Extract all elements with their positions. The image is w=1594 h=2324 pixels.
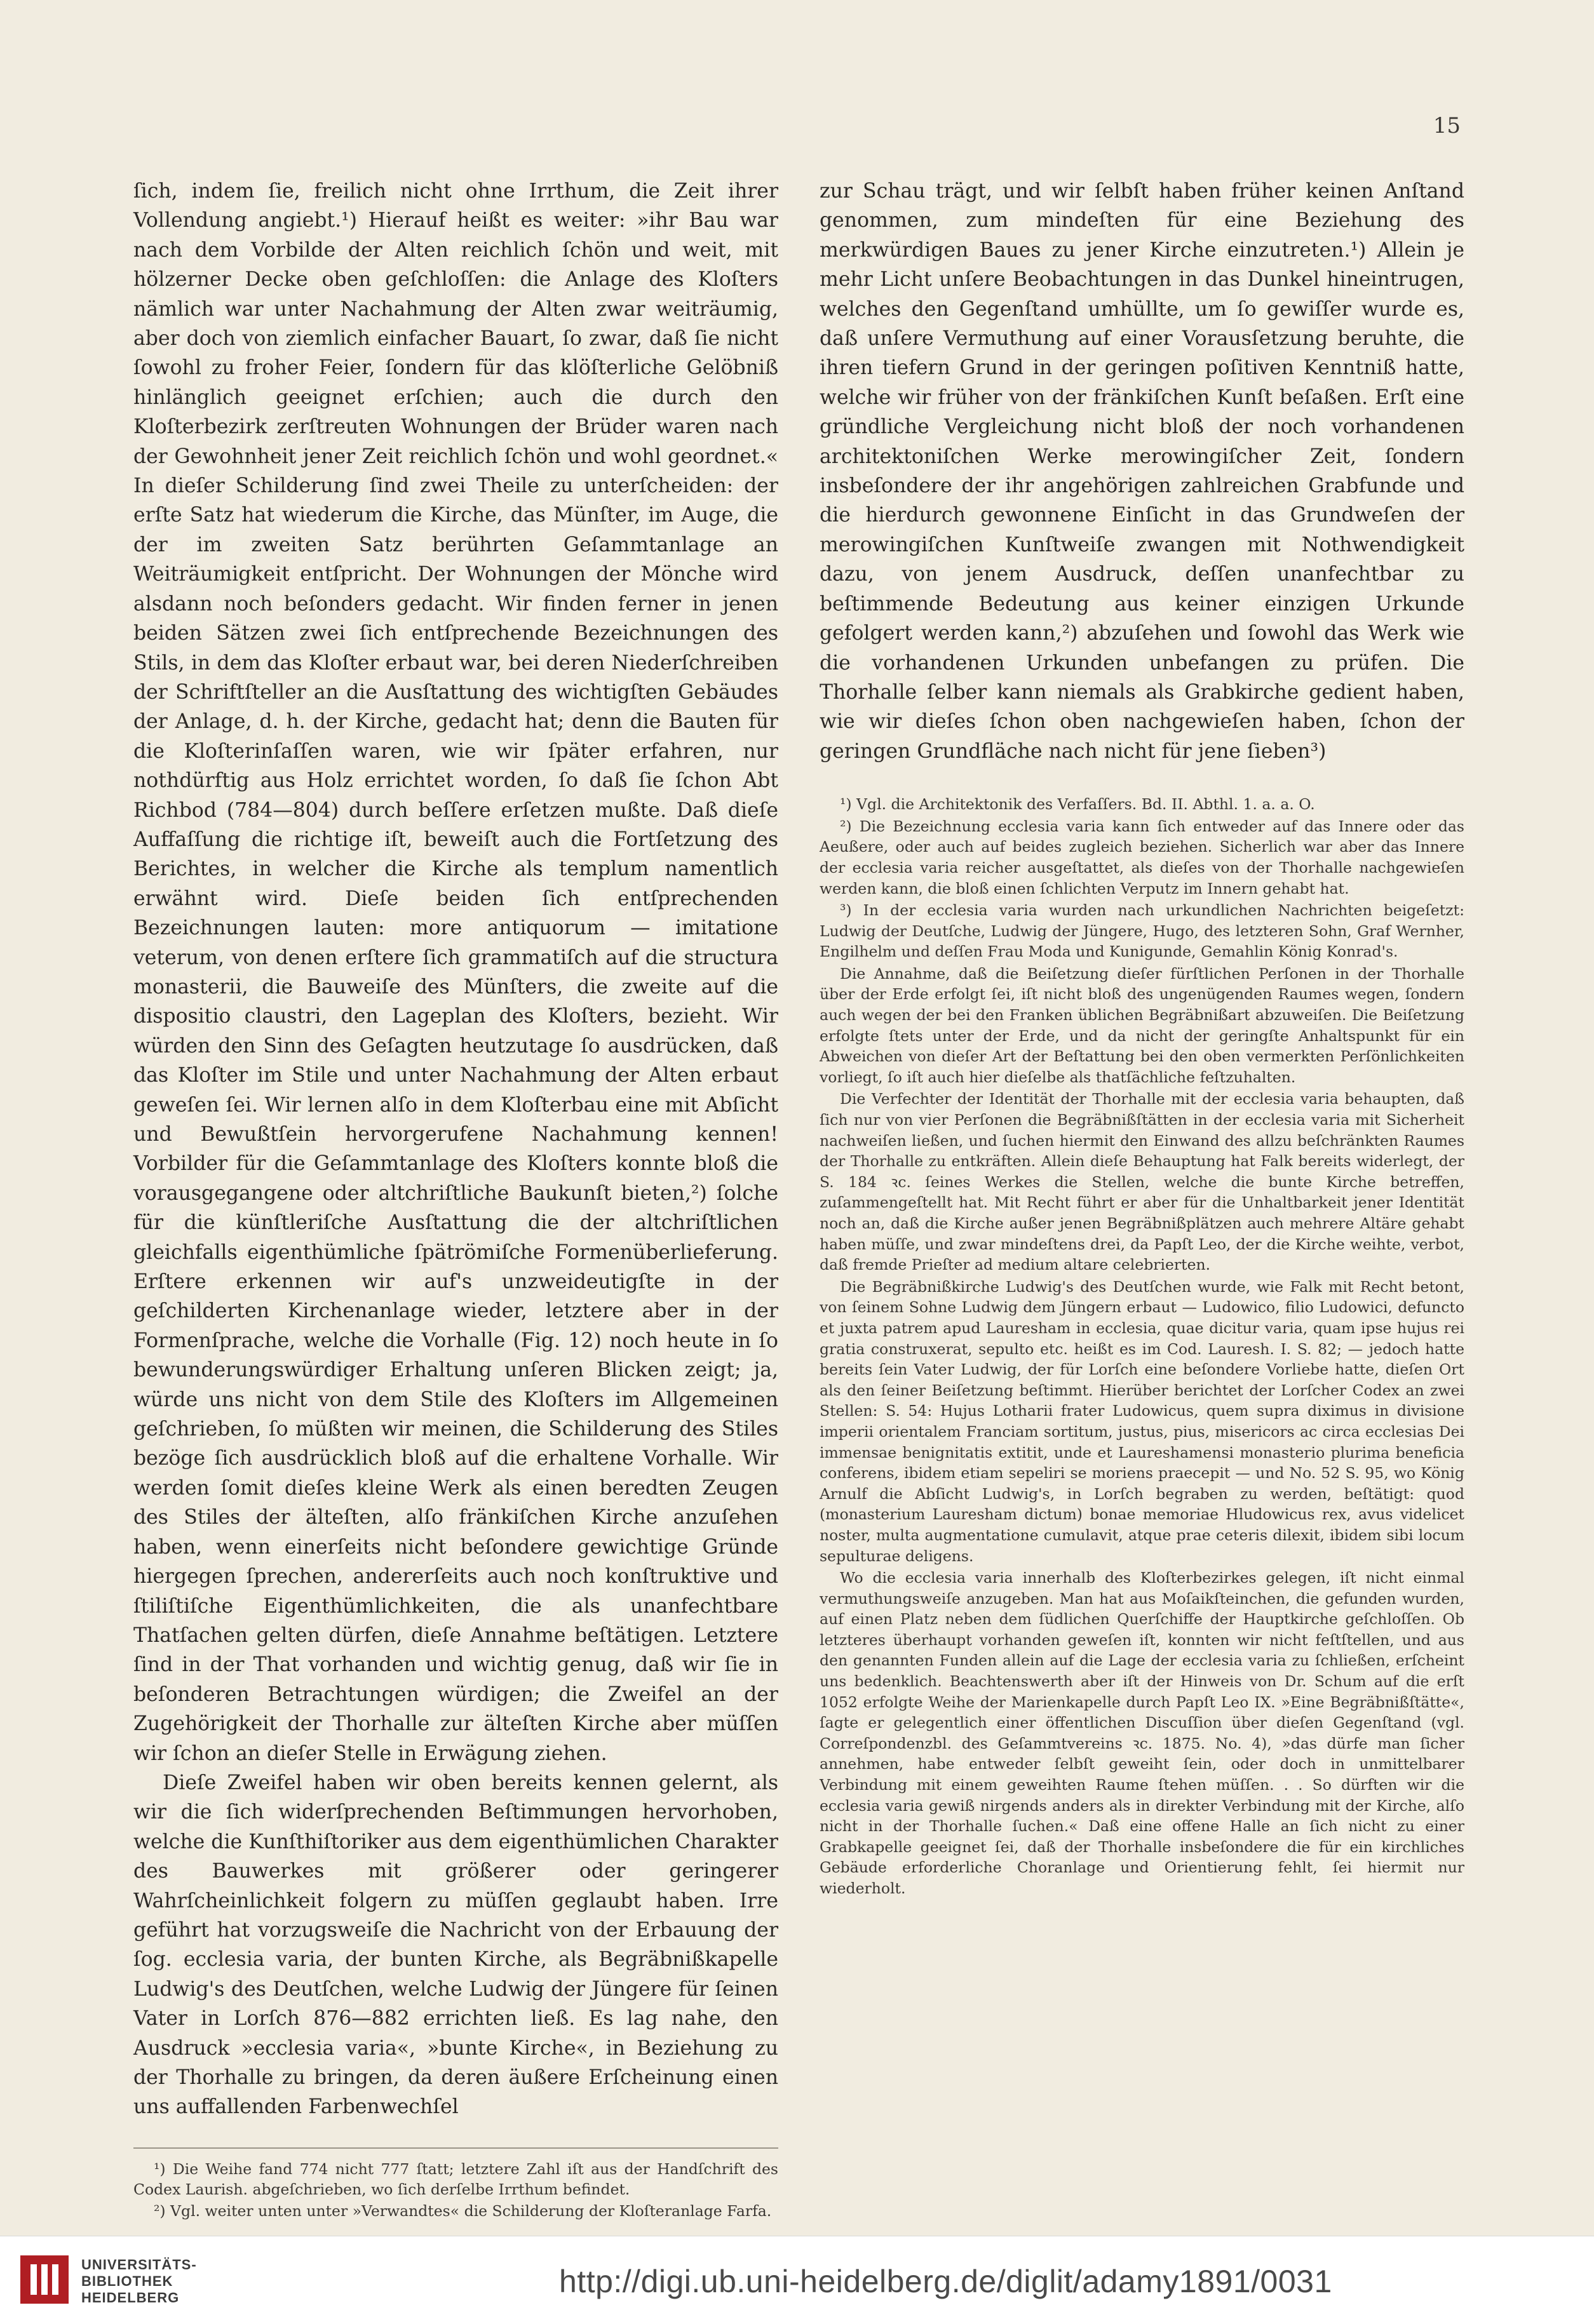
right-footnote-6: Die Begräbnißkirche Ludwig's des Deutſchen wurde, wie Falk mit Recht betont, von ſeinem Sohne Ludwig dem Jüngern erbaut — Ludowico, filio Ludowici, defuncto et juxta patrem apud Lauresham in ecclesia, quae dicitur varia, quam ipse hujus rei gratia construxerat, sepulto etc. heißt es im Cod. Lauresh. I. S. 82; — jedoch hatte bereits ſein Vater Ludwig, der für Lorſch eine beſondere Vorliebe hatte, dieſen Ort als den ſeiner Beiſetzung beſtimmt. Hierüber berichtet der Lorſcher Codex an zwei Stellen: S. 54: Hujus Lotharii frater Ludowicus, quem supra diximus in divisione imperii orientalem Franciam sortitum, justus, pius, misericors ac circa ecclesias Dei immensae benignitatis extitit, unde et Laureshamensi monasterio plurima beneficia conferens, ibidem etiam sepeliri se moriens praecepit — und No. 52 S. 95, wo König Arnulf die Abſicht Ludwig's, in Lorſch begraben zu werden, beſtätigt: quod (monasterium Lauresham dictum) bonae memoriae Hludowicus rex, avus videlicet noster, multa augmentatione cumulavit, atque prae ceteris dilexit, ibidem sibi locum sepulturae deligens. bbox=[820, 1277, 1464, 1565]
library-name-line-2: BIBLIOTHEK bbox=[81, 2273, 173, 2289]
right-footnote-5: Die Verfechter der Identität der Thorhalle mit der ecclesia varia behaupten, daß ſich nur von vier Perſonen die Begräbnißſtätten in der ecclesia varia mit Sicherheit nachweiſen ließen, und ſuchen hiermit den Einwand des allzu beſchränkten Raumes der Thorhalle zu entkräften. Allein dieſe Behauptung hat Falk bereits widerlegt, der S. 184 ꝛc. ſeines Werkes die Stellen, welche die bunte Kirche betreffen, zuſammengeſtellt hat. Mit Recht führt er aber für die Unhaltbarkeit jener Identität noch an, daß die Kirche außer jenen Begräbnißplätzen auch mehrere Altäre gehabt haben müſſe, und zwar mindeſtens drei, da Papſt Leo, der die Kirche weihte, verbot, daß fremde Prieſter ad medium altare celebrierten. bbox=[820, 1090, 1464, 1274]
right-body-text bbox=[820, 177, 1464, 766]
left-paragraph-2: Dieſe Zweifel haben wir oben bereits kennen gelernt, als wir die ſich widerſprechenden Beſtimmungen hervorhoben, welche die Kunſthiſtoriker aus dem eigenthümlichen Charakter des Bauwerkes mit größerer oder geringerer Wahrſcheinlichkeit folgern zu müſſen geglaubt haben. Irre geführt hat vorzugsweiſe die Nachricht von der Erbauung der ſog. ecclesia varia, der bunten Kirche, als Begräbnißkapelle Ludwig's des Deutſchen, welche Ludwig der Jüngere für ſeinen Vater in Lorſch 876—882 errichten ließ. Es lag nahe, den Ausdruck »ecclesia varia«, »bunte Kirche«, in Beziehung zu der Thorhalle zu bringen, da deren äußere Erſcheinung einen uns auffallenden Farbenwechſel bbox=[133, 1771, 778, 2119]
university-library-logo-icon bbox=[20, 2255, 69, 2304]
right-footnote-3: ³) In der ecclesia varia wurden nach urkundlichen Nachrichten beigeſetzt: Ludwig der Deutſche, Ludwig der Jüngere, Hugo, des letzteren Sohn, Graf Wernher, Engilhelm und deſſen Frau Moda und Kunigunde, Gemahlin König Konrad's. bbox=[820, 901, 1464, 961]
right-paragraph-1: zur Schau trägt, und wir ſelbſt haben früher keinen Anſtand genommen, zum mindeſten für eine Beziehung des merkwürdigen Baues zu jener Kirche einzutreten.¹) Allein je mehr Licht unſere Beobachtungen in das Dunkel hineintrugen, welches den Gegenſtand umhüllte, um ſo gewiſſer wurde es, daß unſere Vermuthung auf einer Vorausſetzung beruhte, die ihren tiefern Grund in der geringen poſitiven Kenntniß hatte, welche wir früher von der fränkiſchen Kunſt beſaßen. Erſt eine gründliche Vergleichung nicht bloß der noch vorhandenen architektoniſchen Werke merowingiſcher Zeit, ſondern insbeſondere der ihr angehörigen zahlreichen Grabfunde und die hierdurch gewonnene Einſicht in das Grundweſen der merowingiſchen Kunſtweiſe zwangen mit Nothwendigkeit dazu, von jenem Ausdruck, deſſen unanfechtbar zu beſtimmende Bedeutung aus keiner einzigen Urkunde gefolgert werden kann,²) abzuſehen und ſowohl das Werk wie die vorhandenen Urkunden unbefangen zu prüfen. Die Thorhalle ſelber kann niemals als Grabkirche gedient haben, wie wir dieſes ſchon oben nachgewieſen haben, ſchon der geringen Grundfläche nach nicht für jene ſieben³) bbox=[820, 180, 1464, 763]
left-column bbox=[133, 177, 778, 2222]
right-footnote-1: ¹) Vgl. die Architektonik des Verfaſſers. Bd. II. Abthl. 1. a. a. O. bbox=[840, 795, 1315, 814]
page-number: 15 bbox=[1433, 113, 1461, 138]
right-column bbox=[820, 177, 1464, 1900]
left-footnotes bbox=[133, 2147, 778, 2221]
footer-bar bbox=[0, 2236, 1594, 2324]
right-footnote-2: ²) Die Bezeichnung ecclesia varia kann ſich entweder auf das Innere oder das Aeußere, oder auch auf beides zugleich beziehen. Sicherlich war aber das Innere der ecclesia varia reicher ausgeſtattet, als dieſes von der Thorhalle nachgewieſen werden kann, die bloß einen ſchlichten Verputz im Innern gehabt hat. bbox=[820, 817, 1464, 897]
right-footnotes bbox=[820, 794, 1464, 1898]
left-paragraph-1: ſich, indem ſie, freilich nicht ohne Irrthum, die Zeit ihrer Vollendung angiebt.¹) Hierauf heißt es weiter: »ihr Bau war nach dem Vorbilde der Alten reichlich ſchön und weit, mit hölzerner Decke oben geſchloſſen: die Anlage des Kloſters nämlich war unter Nachahmung der Alten zwar weiträumig, aber doch von ziemlich einfacher Bauart, ſo zwar, daß ſie nicht ſowohl zu froher Feier, ſondern für das klöſterliche Gelöbniß hinlänglich geeignet erſchien; auch die durch den Kloſterbezirk zerſtreuten Wohnungen der Brüder waren nach der Gewohnheit jener Zeit reichlich ſchön und wohl geordnet.« In dieſer Schilderung ſind zwei Theile zu unterſcheiden: der erſte Satz hat wiederum die Kirche, das Münſter, im Auge, die der im zweiten Satz berührten Geſammtanlage an Weiträumigkeit entſpricht. Der Wohnungen der Mönche wird alsdann noch beſonders gedacht. Wir finden ferner in jenen beiden Sätzen zwei ſich entſprechende Bezeichnungen des Stils, in dem das Kloſter erbaut war, bei deren Niederſchreiben der Schriftſteller an die Ausſtattung des wichtigſten Gebäudes der Anlage, d. h. der Kirche, gedacht hat; denn die Bauten für die Kloſterinſaſſen waren, wie wir ſpäter erfahren, nur nothdürftig aus Holz errichtet worden, ſo daß ſie ſchon Abt Richbod (784—804) durch beſſere erſetzen mußte. Daß dieſe Auffaſſung die richtige iſt, beweiſt auch die Fortſetzung des Berichtes, in welcher die Kirche als templum namentlich erwähnt wird. Dieſe beiden ſich entſprechenden Bezeichnungen lauten: more antiquorum — imitatione veterum, von denen erſtere ſich grammatiſch auf die structura monasterii, die Bauweiſe des Münſters, die zweite auf die dispositio claustri, den Lageplan des Kloſters, bezieht. Wir würden den Sinn des Geſagten heutzutage ſo ausdrücken, daß das Kloſter im Stile und unter Nachahmung der Alten erbaut geweſen ſei. Wir lernen alſo in dem Kloſterbau eine mit Abſicht und Bewußtſein hervorgerufene Nachahmung kennen! Vorbilder für die Geſammtanlage des Kloſters konnte bloß die vorausgegangene oder altchriſtliche Baukunſt bieten,²) ſolche für die künſtleriſche Ausſtattung die der altchriſtlichen gleichfalls eigenthümliche ſpätrömiſche Formenüberlieferung. Erſtere erkennen wir auf's unzweideutigſte in der geſchilderten Kirchenanlage wieder, letztere aber in der Formenſprache, welche die Vorhalle (Fig. 12) noch heute in ſo bewunderungswürdiger Erhaltung unſeren Blicken zeigt; ja, würde uns nicht von dem Stile des Kloſters im Allgemeinen geſchrieben, ſo müßten wir meinen, die Schilderung des Stiles bezöge ſich ausdrücklich bloß auf die erhaltene Vorhalle. Wir werden ſomit dieſes kleine Werk als einen beredten Zeugen des Stiles der älteſten, alſo fränkiſchen Kirche anzuſehen haben, wenn einerſeits nicht beſondere gewichtige Gründe hiergegen ſprechen, andererſeits auch noch konſtruktive und ſtiliſtiſche Eigenthümlichkeiten, die als unanfechtbare Thatſachen gelten dürfen, dieſe Annahme beſtätigen. Letztere ſind in der That vorhanden und wichtig genug, daß wir ſie in beſonderen Betrachtungen würdigen; die Zweifel an der Zugehörigkeit der Thorhalle zur älteſten Kirche aber müſſen wir ſchon an dieſer Stelle in Erwägung ziehen. bbox=[133, 180, 778, 1765]
library-name-line-3: HEIDELBERG bbox=[81, 2290, 180, 2306]
library-name-line-1: UNIVERSITÄTS- bbox=[81, 2257, 197, 2273]
right-footnote-7: Wo die ecclesia varia innerhalb des Kloſterbezirkes gelegen, iſt nicht einmal vermuthungsweiſe anzugeben. Man hat aus Moſaikſteinchen, die gefunden wurden, auf einen Platz neben dem ſüdlichen Querſchiffe der Hauptkirche geſchloſſen. Ob letzteres überhaupt vorhanden geweſen iſt, konnten wir nicht feſtſtellen, und aus den genannten Funden allein auf die Lage der ecclesia varia zu ſchließen, erſcheint uns bedenklich. Beachtenswerth aber iſt der Hinweis von Dr. Schum auf die erſt 1052 erfolgte Weihe der Marienkapelle durch Papſt Leo IX. »Eine Begräbnißſtätte«, ſagte er gelegentlich einer öffentlichen Discuſſion über dieſen Gegenſtand (vgl. Correſpondenzbl. des Geſammtvereins ꝛc. 1875. No. 4), »das dürfe man ſicher annehmen, habe entweder ſelbſt geweiht ſein, oder doch in unmittelbarer Verbindung mit einem geweihten Raume ſtehen müſſen. . . So dürften wir die ecclesia varia gewiß nirgends anders als in direkter Verbindung mit der Kirche, alſo nicht in der Thorhalle ſuchen.« Daß eine offene Halle an ſich nicht zu einer Grabkapelle geeignet ſei, daß der Thorhalle insbeſondere die für ein kirchliches Gebäude erforderliche Choranlage und Orientierung fehlt, ſei hiermit nur wiederholt. bbox=[820, 1569, 1464, 1897]
source-url-link[interactable]: http://digi.ub.uni-heidelberg.de/diglit/adamy1891/0031 bbox=[559, 2264, 1332, 2299]
right-footnote-4: Die Annahme, daß die Beiſetzung dieſer fürſtlichen Perſonen in der Thorhalle über der Erde erfolgt ſei, iſt nicht bloß des ungenügenden Raumes wegen, ſondern auch wegen der bei den Franken üblichen Begräbnißart abzuweiſen. Die Beiſetzung erfolgte ſtets unter der Erde, und da nicht der geringſte Anhaltspunkt für ein Abweichen von dieſer Art der Beſtattung bei den oben vermerkten Perſönlichkeiten vorliegt, ſo iſt auch hier dieſelbe als thatſächliche feſtzuhalten. bbox=[820, 964, 1464, 1086]
left-footnote-2: ²) Vgl. weiter unten unter »Verwandtes« die Schilderung der Kloſteranlage Farfa. bbox=[154, 2201, 772, 2220]
left-footnote-1: ¹) Die Weihe fand 774 nicht 777 ſtatt; letztere Zahl iſt aus der Handſchrift des Codex Laurish. abgeſchrieben, wo ſich derſelbe Irrthum befindet. bbox=[133, 2159, 778, 2198]
library-name bbox=[81, 2257, 197, 2306]
left-body-text bbox=[133, 177, 778, 2122]
